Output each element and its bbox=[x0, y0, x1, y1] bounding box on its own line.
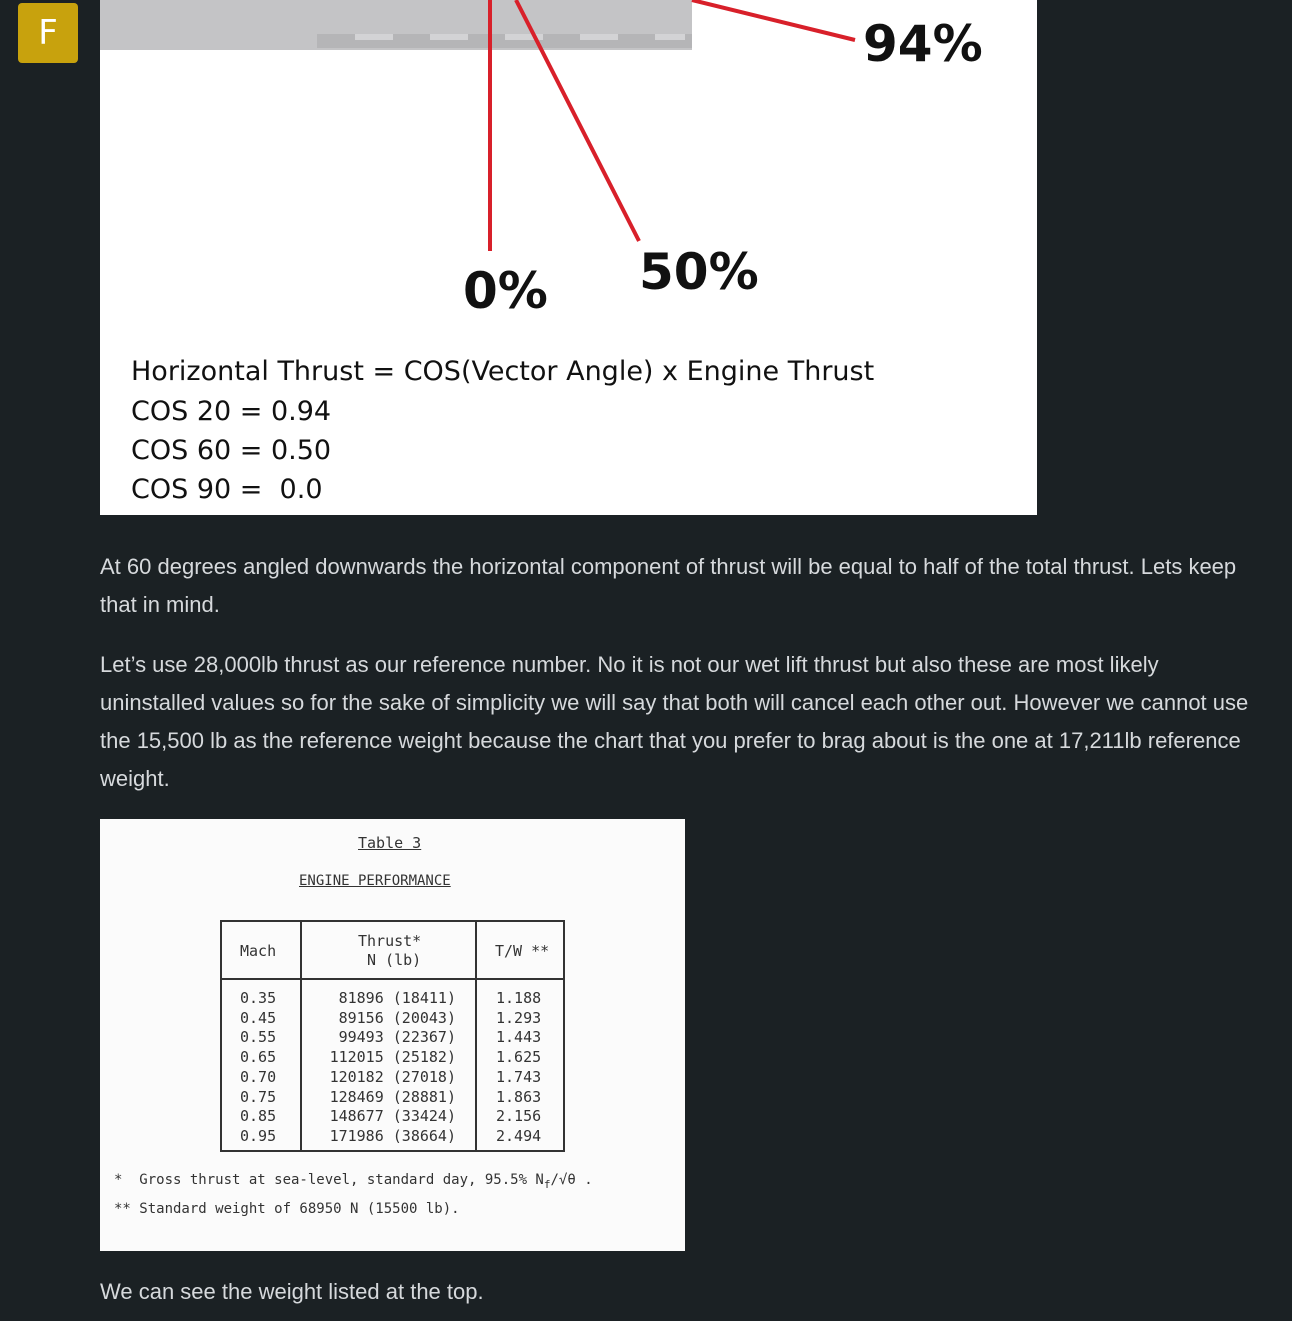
label-0-percent: 0% bbox=[463, 262, 548, 320]
engine-performance-table-image bbox=[100, 819, 685, 1251]
formula-cos-20: COS 20 = 0.94 bbox=[131, 396, 332, 427]
table-cell: 1.443 bbox=[496, 1028, 542, 1047]
table-cell: 0.95 bbox=[240, 1126, 277, 1145]
table-cell: 0.35 bbox=[240, 989, 277, 1007]
table-cell: 1.743 bbox=[496, 1067, 542, 1086]
table-cell: 0.70 bbox=[240, 1067, 277, 1086]
table-cell: 1.625 bbox=[496, 1048, 542, 1067]
tw-column bbox=[496, 989, 541, 1147]
table-cell: 120182 (27018) bbox=[329, 1067, 456, 1086]
formula-cos-90: COS 90 = 0.0 bbox=[131, 474, 323, 505]
table-cell: 0.45 bbox=[240, 1008, 277, 1027]
thrust-vector-diagram bbox=[100, 0, 1037, 515]
mach-column bbox=[240, 989, 276, 1147]
header-mach: Mach bbox=[240, 942, 277, 960]
paragraph-2: Let’s use 28,000lb thrust as our reference number. No it is not our wet lift thrust but also these are most likely uninstalled values so for the sake of simplicity we will say that both will cancel each other out. However we cannot use the 15,500 lb as the reference weight because the chart that you prefer to brag about is the one at 17,211lb reference weight. bbox=[100, 652, 1249, 791]
table-subtitle: ENGINE PERFORMANCE bbox=[299, 873, 451, 889]
table-cell: 0.75 bbox=[240, 1087, 277, 1106]
header-thrust-units: N (lb) bbox=[367, 951, 422, 969]
footnote-standard-weight: ** Standard weight of 68950 N (15500 lb). bbox=[114, 1201, 460, 1217]
table-cell: 1.863 bbox=[496, 1087, 542, 1106]
table-caption: Table 3 bbox=[358, 834, 422, 852]
table-cell: 99493 (22367) bbox=[338, 1028, 456, 1047]
paragraph-1: At 60 degrees angled downwards the horizontal component of thrust will be equal to half of the total thrust. Lets keep that in mind. bbox=[100, 554, 1237, 617]
table-cell: 89156 (20043) bbox=[338, 1008, 456, 1027]
avatar[interactable]: F bbox=[18, 3, 78, 63]
table-cell: 0.65 bbox=[240, 1048, 277, 1067]
label-50-percent: 50% bbox=[639, 243, 759, 301]
table-cell: 2.156 bbox=[496, 1107, 542, 1126]
table-cell: 2.494 bbox=[496, 1126, 542, 1145]
thrust-column bbox=[320, 989, 456, 1147]
table-cell: 112015 (25182) bbox=[329, 1048, 456, 1067]
formula-cos-60: COS 60 = 0.50 bbox=[131, 435, 332, 466]
table-cell: 171986 (38664) bbox=[329, 1126, 456, 1145]
paragraph-3: We can see the weight listed at the top. bbox=[100, 1279, 484, 1304]
label-94-percent: 94% bbox=[863, 15, 983, 73]
footnote-gross-thrust: * Gross thrust at sea-level, standard day, 95.5% $N_f/√\theta$ . bbox=[114, 1172, 593, 1191]
table-cell: 148677 (33424) bbox=[329, 1107, 456, 1126]
table-cell: 81896 (18411) bbox=[338, 989, 456, 1007]
header-thrust: Thrust* bbox=[358, 932, 422, 950]
formula-line: Horizontal Thrust = COS(Vector Angle) x Engine Thrust bbox=[131, 356, 875, 387]
table-cell: 1.188 bbox=[496, 989, 542, 1007]
engine-performance-table bbox=[220, 920, 565, 1152]
header-tw: T/W ** bbox=[495, 942, 550, 960]
table-cell: 128469 (28881) bbox=[329, 1087, 456, 1106]
table-cell: 0.85 bbox=[240, 1107, 277, 1126]
vector-line-20 bbox=[692, 0, 855, 40]
table-cell: 1.293 bbox=[496, 1008, 542, 1027]
table-cell: 0.55 bbox=[240, 1028, 277, 1047]
